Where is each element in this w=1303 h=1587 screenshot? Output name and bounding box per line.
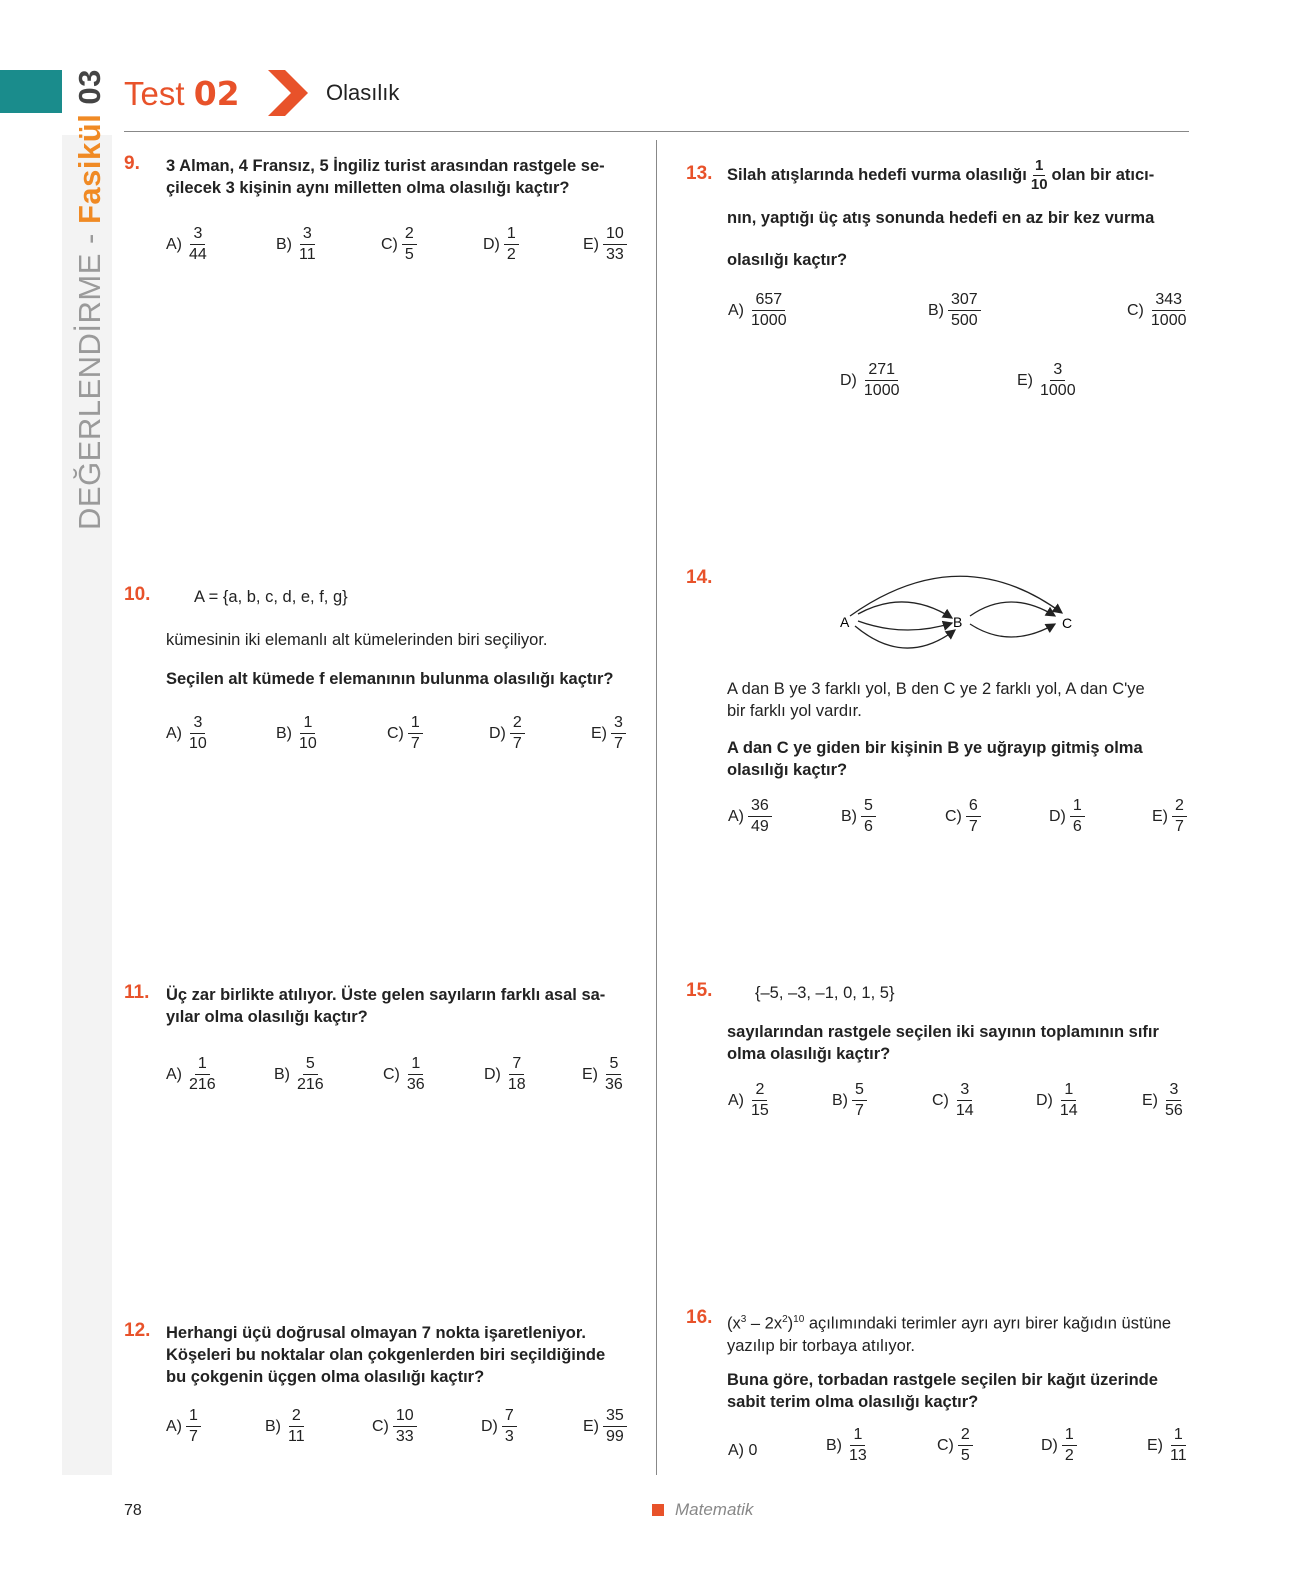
- numerator: 3: [1050, 360, 1065, 381]
- answer-option-b[interactable]: [826, 1425, 870, 1466]
- numerator: 36: [748, 796, 772, 817]
- answer-option-e[interactable]: [583, 224, 627, 265]
- denominator: 11: [288, 1428, 305, 1445]
- answer-option-b[interactable]: [832, 1080, 867, 1121]
- answer-option-c[interactable]: [387, 713, 423, 754]
- numerator: 343: [1152, 290, 1185, 311]
- answer-letter: C): [1127, 301, 1144, 319]
- question-13-text: Silah atışlarında hedefi vurma olasılığı $\frac{1}{10}$ olan bir atıcı- nın, yaptığı üç atış sonunda hedefi en az bir kez vurma olasılığı kaçtır?: [727, 156, 1155, 269]
- question-14-prompt: A dan C ye giden bir kişinin B ye uğrayıp gitmiş olma olasılığı kaçtır?: [727, 739, 1143, 779]
- question-number: 13.: [686, 163, 713, 184]
- answer-letter: B): [276, 724, 292, 742]
- answer-letter: E): [1152, 807, 1168, 825]
- column-divider: [656, 140, 657, 1475]
- answer-fraction: [285, 1406, 308, 1447]
- answer-option-b[interactable]: [841, 796, 876, 837]
- answer-fraction: [846, 1425, 870, 1466]
- question-14-text: A dan B ye 3 farklı yol, B den C ye 2 farklı yol, A dan C'ye bir farklı yol vardır.: [727, 680, 1145, 720]
- answer-option-d[interactable]: [1041, 1425, 1077, 1466]
- answer-letter: C): [372, 1417, 389, 1435]
- denominator: 7: [1175, 818, 1184, 835]
- answer-option-e[interactable]: [591, 713, 626, 754]
- numerator: 3: [1166, 1080, 1181, 1101]
- denominator: 36: [605, 1076, 623, 1093]
- numerator: 2: [402, 224, 417, 245]
- answer-letter: C): [381, 235, 398, 253]
- answer-fraction: [502, 1406, 517, 1447]
- question-number: 14.: [686, 567, 713, 588]
- answer-fraction: [1162, 1080, 1186, 1121]
- answer-letter: C): [945, 807, 962, 825]
- answer-fraction: [602, 1054, 626, 1095]
- answer-letter: B): [265, 1417, 281, 1435]
- question-16-prompt: Buna göre, torbadan rastgele seçilen bir kağıt üzerinde sabit terim olma olasılığı kaçtır?: [727, 1371, 1158, 1411]
- numerator: 1: [1070, 796, 1085, 817]
- numerator: 1: [195, 1054, 210, 1075]
- numerator: 2: [958, 1425, 973, 1446]
- question-number: 15.: [686, 980, 713, 1001]
- answer-option-a[interactable]: [166, 224, 210, 265]
- denominator: 500: [951, 312, 978, 329]
- question-15-text: sayılarından rastgele seçilen iki sayının toplamının sıfır olma olasılığı kaçtır?: [727, 1023, 1159, 1063]
- denominator: 33: [395, 1428, 414, 1445]
- question-16-text: $(x^3 - 2x^2)^{10}$ açılımındaki terimler ayrı ayrı birer kağıdın üstüne yazılıp bir torbaya atılıyor.: [727, 1314, 1172, 1355]
- denominator: 15: [751, 1102, 769, 1119]
- numerator: 5: [852, 1080, 867, 1101]
- answer-fraction: [504, 224, 519, 265]
- answer-letter: E): [1017, 371, 1033, 389]
- answer-fraction: [510, 713, 525, 754]
- denominator: 10: [189, 735, 207, 752]
- answer-letter: A): [166, 724, 182, 742]
- question-12-text: Herhangi üçü doğrusal olmayan 7 nokta işaretleniyor. Köşeleri bu noktalar olan çokgenlerden biri seçildiğinde bu çokgenin üçgen olma olasılığı kaçtır?: [166, 1324, 606, 1386]
- answer-letter: C): [387, 724, 404, 742]
- answer-fraction: [1167, 1425, 1190, 1466]
- denominator: 1000: [863, 382, 900, 399]
- denominator: 216: [189, 1076, 216, 1093]
- answer-fraction: [603, 224, 627, 265]
- test-title: Test 02: [124, 74, 240, 113]
- denominator: 3: [504, 1428, 514, 1445]
- answer-fraction: [748, 796, 772, 837]
- numerator: 3: [611, 713, 626, 734]
- answer-fraction: [1057, 1080, 1081, 1121]
- answer-option-d[interactable]: [483, 224, 519, 265]
- answer-option-a[interactable]: [166, 713, 210, 754]
- answer-letter: D): [484, 1065, 501, 1083]
- numerator: 1: [408, 1054, 423, 1075]
- answer-option-b[interactable]: [276, 713, 320, 754]
- answer-fraction: [958, 1425, 973, 1466]
- answer-option-d[interactable]: [489, 713, 525, 754]
- answer-option-a[interactable]: [728, 290, 790, 331]
- denominator: 10: [299, 735, 317, 752]
- question-number: 11.: [124, 982, 150, 1003]
- answer-fraction: [1148, 290, 1190, 331]
- answer-letter: D): [840, 371, 857, 389]
- answer-letter: A): [166, 1417, 182, 1435]
- answer-letter: A): [728, 1091, 744, 1109]
- answer-letter: D): [481, 1417, 498, 1435]
- answer-fraction: [186, 224, 210, 265]
- denominator: 7: [512, 735, 522, 752]
- denominator: 5: [960, 1447, 970, 1464]
- numerator: 5: [606, 1054, 621, 1075]
- answer-option-a[interactable]: [728, 796, 772, 837]
- answer-option-c[interactable]: [381, 224, 417, 265]
- answer-option-b[interactable]: [928, 290, 981, 331]
- answer-option-d[interactable]: [484, 1054, 529, 1095]
- numerator: 307: [948, 290, 981, 311]
- answer-option-a[interactable]: A) 0: [728, 1442, 758, 1459]
- denominator: 7: [614, 735, 623, 752]
- inline-fraction: $\frac{1}{10}$: [1030, 156, 1048, 193]
- answer-letter: D): [489, 724, 506, 742]
- answer-option-b[interactable]: [276, 224, 319, 265]
- numerator: 3: [300, 224, 315, 245]
- denominator: 11: [299, 246, 316, 263]
- answer-letter: B): [928, 301, 944, 319]
- header-divider: [124, 131, 1189, 132]
- answer-letter: B): [826, 1436, 842, 1454]
- answer-fraction: [611, 713, 626, 754]
- numerator: 1: [300, 713, 315, 734]
- answer-option-c[interactable]: [945, 796, 981, 837]
- answer-fraction: [186, 1406, 201, 1447]
- denominator: 44: [189, 246, 207, 263]
- answer-fraction: [402, 224, 417, 265]
- numerator: 1: [186, 1406, 201, 1427]
- answer-fraction: [294, 1054, 327, 1095]
- numerator: 657: [752, 290, 785, 311]
- answer-option-e[interactable]: [1142, 1080, 1186, 1121]
- question-10-set: A = {a, b, c, d, e, f, g}: [194, 588, 348, 606]
- question-9-text: 3 Alman, 4 Fransız, 5 İngiliz turist arasından rastgele se- çilecek 3 kişinin aynı milletten olma olasılığı kaçtır?: [166, 157, 605, 197]
- denominator: 18: [507, 1076, 526, 1093]
- answer-letter: D): [1036, 1091, 1053, 1109]
- answer-fraction: [408, 713, 423, 754]
- answer-option-a[interactable]: [728, 1080, 772, 1121]
- path-diagram: [830, 568, 1090, 658]
- denominator: 216: [297, 1076, 324, 1093]
- answer-option-e[interactable]: [1017, 360, 1079, 401]
- numerator: 3: [190, 713, 205, 734]
- answer-option-b[interactable]: [265, 1406, 308, 1447]
- numerator: 1: [504, 224, 519, 245]
- header-accent-bar: [0, 70, 62, 113]
- numerator: 1: [408, 713, 423, 734]
- answer-fraction: [603, 1406, 627, 1447]
- answer-fraction: [1037, 360, 1079, 401]
- denominator: 1000: [1150, 312, 1187, 329]
- numerator: 1: [850, 1425, 865, 1446]
- answer-option-c[interactable]: [372, 1406, 417, 1447]
- answer-letter: A): [728, 301, 744, 319]
- answer-fraction: [1062, 1425, 1077, 1466]
- answer-fraction: [296, 224, 319, 265]
- page-number: 78: [124, 1502, 142, 1519]
- answer-fraction: [953, 1080, 977, 1121]
- answer-letter: B): [832, 1091, 848, 1109]
- denominator: 5: [404, 246, 414, 263]
- answer-fraction: [186, 713, 210, 754]
- answer-fraction: [393, 1406, 417, 1447]
- answer-letter: A): [728, 807, 744, 825]
- denominator: 56: [1165, 1102, 1183, 1119]
- denominator: 13: [849, 1447, 867, 1464]
- answer-letter: D): [483, 235, 500, 253]
- answer-letter: E): [583, 235, 599, 253]
- numerator: 2: [510, 713, 525, 734]
- numerator: 2: [1172, 796, 1187, 817]
- denominator: 7: [410, 735, 420, 752]
- answer-fraction: [852, 1080, 867, 1121]
- answer-letter: B): [276, 235, 292, 253]
- question-number: 16.: [686, 1307, 713, 1328]
- numerator: 1: [1061, 1080, 1076, 1101]
- answer-option-a[interactable]: [166, 1054, 219, 1095]
- numerator: 271: [865, 360, 898, 381]
- numerator: 35: [603, 1406, 627, 1427]
- denominator: 6: [864, 818, 873, 835]
- answer-option-c[interactable]: [932, 1080, 977, 1121]
- answer-option-b[interactable]: [274, 1054, 327, 1095]
- question-10-prompt: Seçilen alt kümede f elemanının bulunma olasılığı kaçtır?: [166, 670, 614, 688]
- denominator: 2: [506, 246, 516, 263]
- answer-letter: E): [591, 724, 607, 742]
- denominator: 2: [1064, 1447, 1074, 1464]
- denominator: 33: [606, 246, 624, 263]
- denominator: 14: [955, 1102, 974, 1119]
- answer-letter: C): [383, 1065, 400, 1083]
- denominator: 99: [606, 1428, 624, 1445]
- question-number: 12.: [124, 1320, 151, 1341]
- denominator: 1000: [751, 312, 787, 329]
- answer-fraction: [296, 713, 320, 754]
- answer-option-e[interactable]: [583, 1406, 627, 1447]
- answer-fraction: [1070, 796, 1085, 837]
- side-number: 03: [72, 69, 107, 105]
- denominator: 7: [189, 1428, 198, 1445]
- answer-option-c[interactable]: [937, 1425, 973, 1466]
- numerator: 6: [966, 796, 981, 817]
- answer-fraction: [1172, 796, 1187, 837]
- numerator: 1: [1062, 1425, 1077, 1446]
- answer-option-e[interactable]: [1152, 796, 1187, 837]
- denominator: 49: [751, 818, 769, 835]
- denominator: 36: [406, 1076, 425, 1093]
- answer-option-e[interactable]: [582, 1054, 626, 1095]
- answer-letter: B): [841, 807, 857, 825]
- denominator: 11: [1170, 1447, 1187, 1464]
- answer-fraction: [404, 1054, 428, 1095]
- answer-letter: E): [1142, 1091, 1158, 1109]
- question-11-text: Üç zar birlikte atılıyor. Üste gelen sayıların farklı asal sa- yılar olma olasılığı kaçtır?: [166, 986, 606, 1026]
- answer-option-c[interactable]: [1127, 290, 1189, 331]
- answer-letter: A): [166, 235, 182, 253]
- answer-letter: A): [166, 1065, 182, 1083]
- answer-option-e[interactable]: [1147, 1425, 1190, 1466]
- denominator: 1000: [1040, 382, 1076, 399]
- answer-option-d[interactable]: [481, 1406, 517, 1447]
- question-number: 10.: [124, 584, 151, 605]
- answer-letter: C): [932, 1091, 949, 1109]
- answer-letter: E): [583, 1417, 599, 1435]
- point-B-label: B: [953, 614, 963, 630]
- denominator: 14: [1059, 1102, 1078, 1119]
- answer-fraction: [861, 360, 903, 401]
- answer-fraction: [948, 290, 981, 331]
- numerator: 5: [861, 796, 876, 817]
- topic-title: Olasılık: [326, 80, 400, 105]
- numerator: 10: [603, 224, 627, 245]
- numerator: 3: [190, 224, 205, 245]
- answer-letter: B): [274, 1065, 290, 1083]
- answer-letter: D): [1049, 807, 1066, 825]
- numerator: 2: [289, 1406, 304, 1427]
- numerator: 5: [303, 1054, 318, 1075]
- footer-square-icon: [652, 1504, 664, 1516]
- numerator: 7: [502, 1406, 517, 1427]
- answer-option-d[interactable]: [1036, 1080, 1081, 1121]
- numerator: 10: [393, 1406, 417, 1427]
- numerator: 3: [957, 1080, 972, 1101]
- answer-option-d[interactable]: [840, 360, 902, 401]
- point-C-label: C: [1062, 615, 1073, 631]
- answer-letter: D): [1041, 1436, 1058, 1454]
- point-A-label: A: [840, 614, 850, 630]
- numerator: 7: [509, 1054, 524, 1075]
- question-10-text: kümesinin iki elemanlı alt kümelerinden biri seçiliyor.: [166, 631, 548, 649]
- answer-fraction: [186, 1054, 219, 1095]
- denominator: 7: [968, 818, 978, 835]
- answer-option-c[interactable]: [383, 1054, 428, 1095]
- answer-fraction: [966, 796, 981, 837]
- answer-fraction: [505, 1054, 529, 1095]
- answer-letter: C): [937, 1436, 954, 1454]
- answer-fraction: [748, 1080, 772, 1121]
- numerator: 1: [1171, 1425, 1186, 1446]
- answer-fraction: [861, 796, 876, 837]
- answer-fraction: [748, 290, 790, 331]
- chevron-right-icon: [268, 70, 308, 116]
- footer-subject: Matematik: [675, 1500, 754, 1519]
- answer-letter: E): [1147, 1436, 1163, 1454]
- question-15-set: {–5, –3, –1, 0, 1, 5}: [755, 984, 895, 1002]
- answer-option-a[interactable]: [166, 1406, 201, 1447]
- side-brand: Fasikül: [72, 113, 107, 225]
- answer-option-d[interactable]: [1049, 796, 1085, 837]
- numerator: 2: [752, 1080, 767, 1101]
- denominator: 7: [855, 1102, 864, 1119]
- denominator: 6: [1072, 818, 1082, 835]
- answer-letter: E): [582, 1065, 598, 1083]
- question-number: 9.: [124, 153, 140, 174]
- side-label: DEĞERLENDİRME - Fasikül 03: [72, 69, 107, 530]
